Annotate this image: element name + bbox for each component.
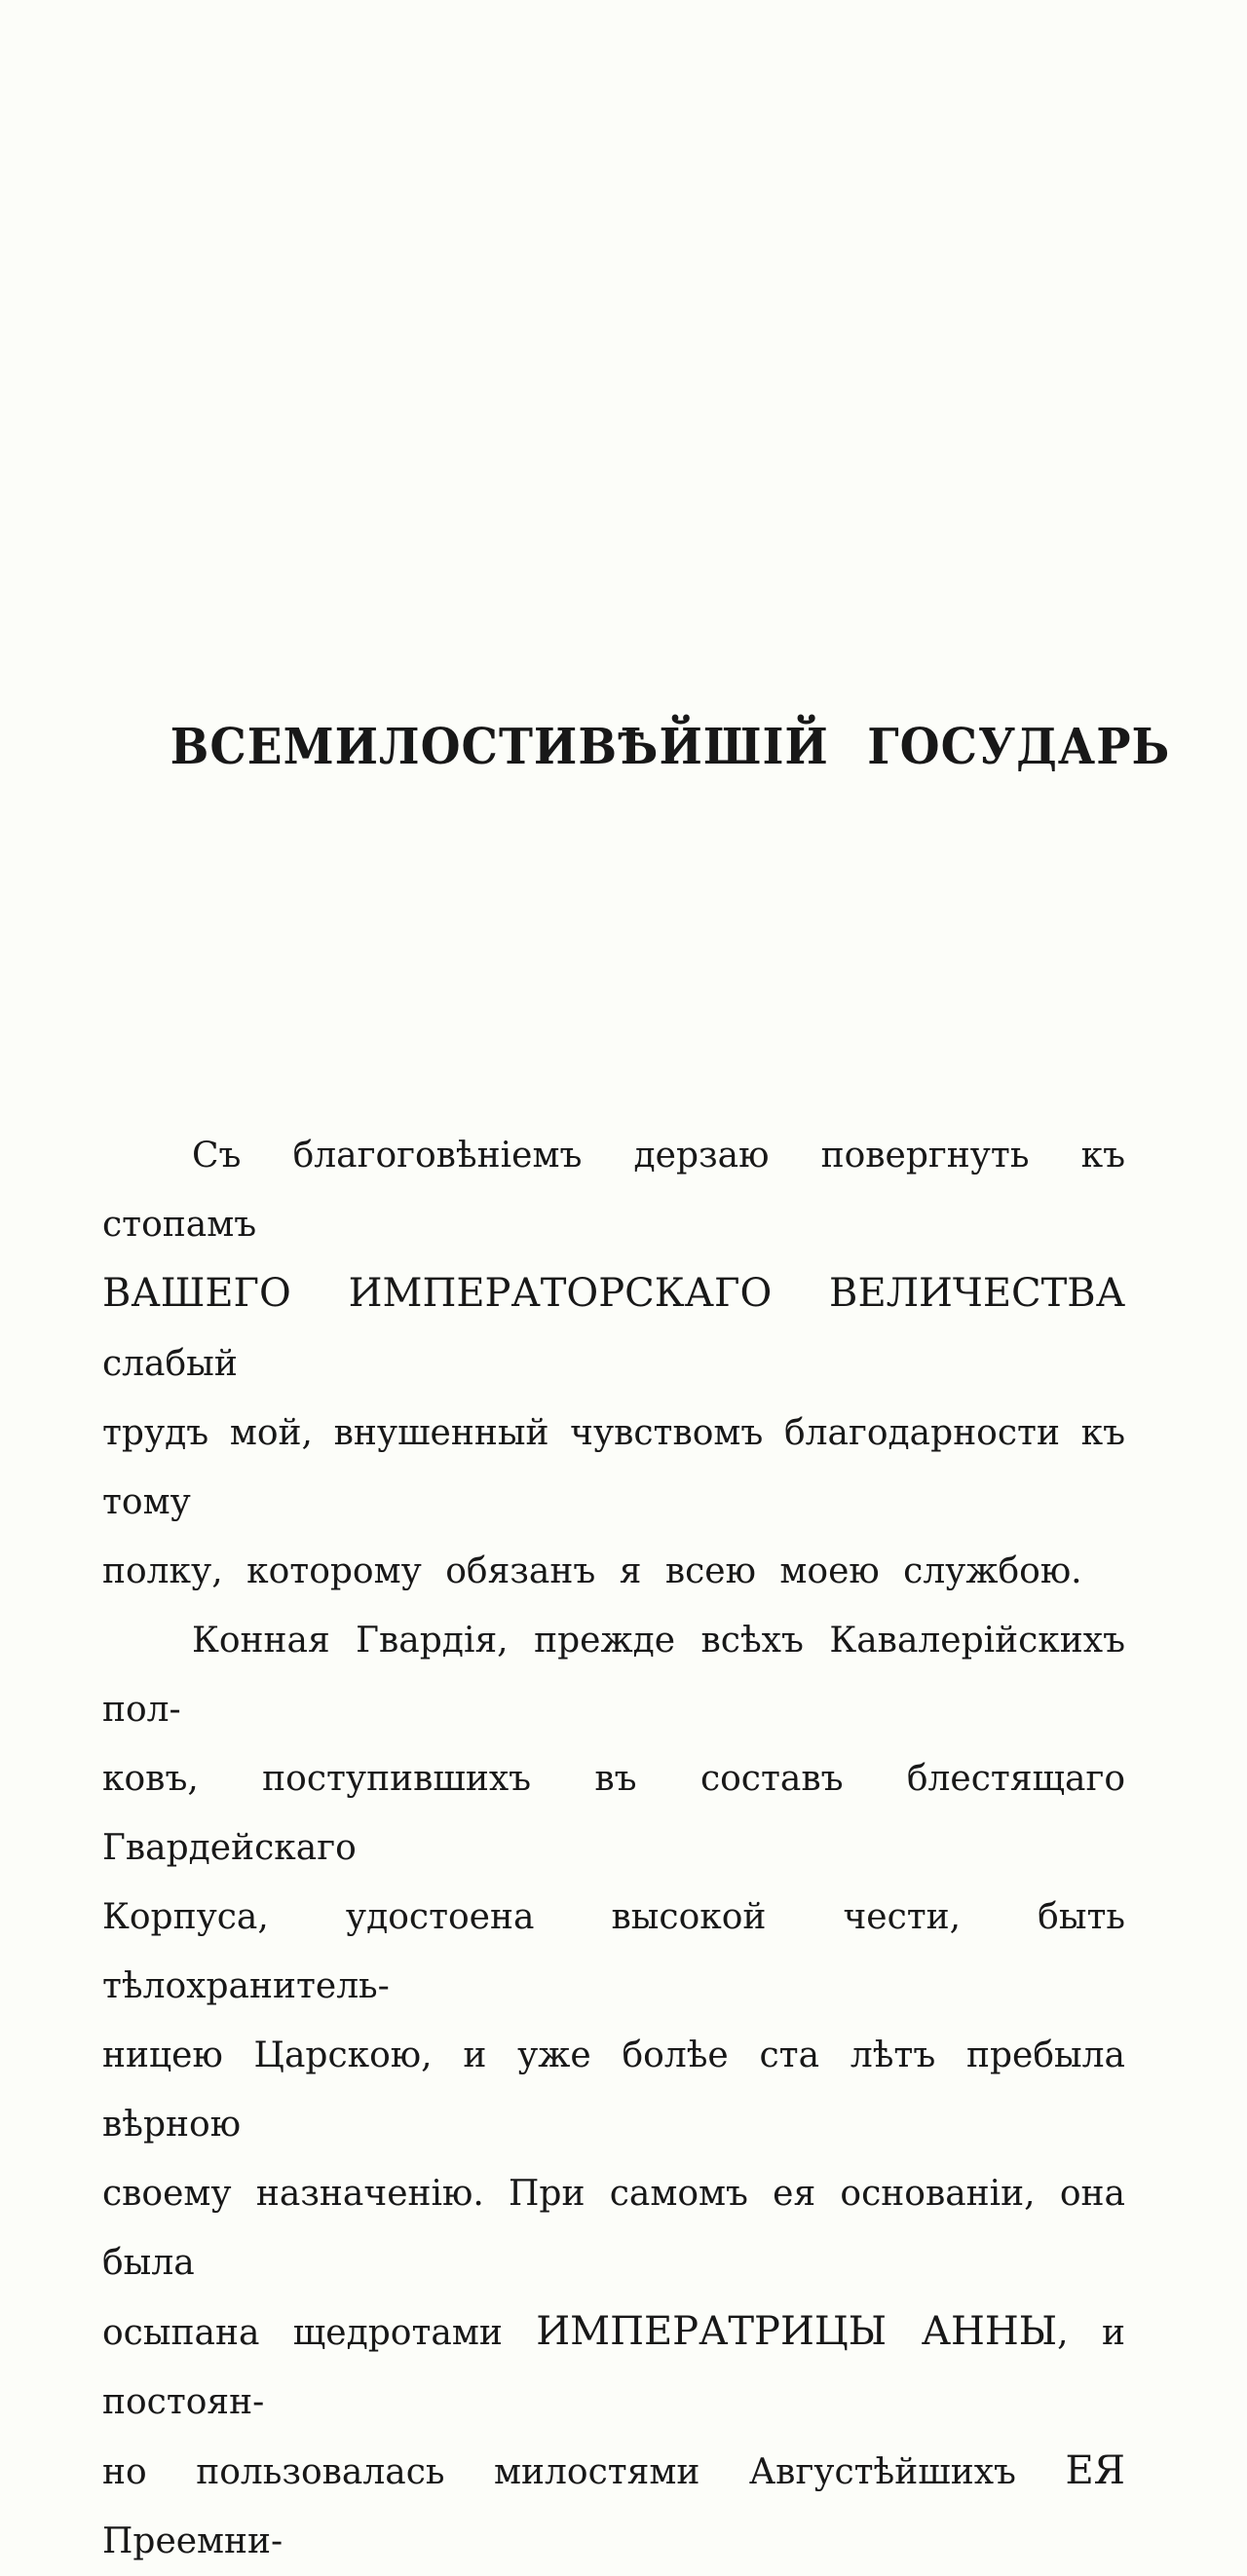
- text-segment: но пользовалась милостями Августѣйшихъ: [102, 2452, 1066, 2492]
- emphasized-caps: ИМПЕРАТРИЦЫ АННЫ: [536, 2309, 1058, 2354]
- text-segment: слабый: [102, 1344, 238, 1384]
- text-segment: полку, которому обязанъ я всею моею службою.: [102, 1551, 1082, 1591]
- text-line: [102, 1883, 1125, 2021]
- text-line: [102, 2159, 1125, 2297]
- text-segment: Конная Гвардія, прежде всѣхъ Кавалерійскихъ пол-: [102, 1621, 1125, 1730]
- text-segment: своему назначенію. При самомъ ея основаніи, она была: [102, 2174, 1125, 2283]
- text-segment: трудъ мой, внушенный чувствомъ благодарности къ тому: [102, 1413, 1125, 1522]
- text-segment: осыпана щедротами: [102, 2313, 537, 2353]
- text-line: [102, 1744, 1125, 1883]
- text-line: [102, 2437, 1125, 2576]
- emphasized-caps: ВАШЕГО ИМПЕРАТОРСКАГО ВЕЛИЧЕСТВА: [102, 1271, 1125, 1316]
- text-segment: , и постоян-: [102, 2313, 1125, 2422]
- text-line: [102, 1399, 1125, 1537]
- text-segment: Съ благоговѣніемъ дерзаю повергнуть къ стопамъ: [102, 1136, 1125, 1245]
- body-lines: [102, 1121, 1125, 2576]
- text-line: [102, 2021, 1125, 2159]
- text-line: [102, 1121, 1125, 1259]
- text-segment: ницею Царскою, и уже болѣе ста лѣтъ пребыла вѣрною: [102, 2035, 1125, 2145]
- emphasized-caps: ЕЯ: [1065, 2448, 1125, 2493]
- text-line: [102, 1259, 1125, 1399]
- text-line: [102, 2297, 1125, 2437]
- text-segment: Корпуса, удостоена высокой чести, быть тѣлохранитель-: [102, 1897, 1125, 2006]
- page-heading: ВСЕМИЛОСТИВѢЙШІЙ ГОСУДАРЬ: [170, 718, 1171, 777]
- text-line: [102, 1537, 1125, 1606]
- text-line: [102, 1606, 1125, 1744]
- text-segment: ковъ, поступившихъ въ составъ блестящаго Гвардейскаго: [102, 1759, 1125, 1868]
- text-segment: Преемни-: [102, 2521, 283, 2561]
